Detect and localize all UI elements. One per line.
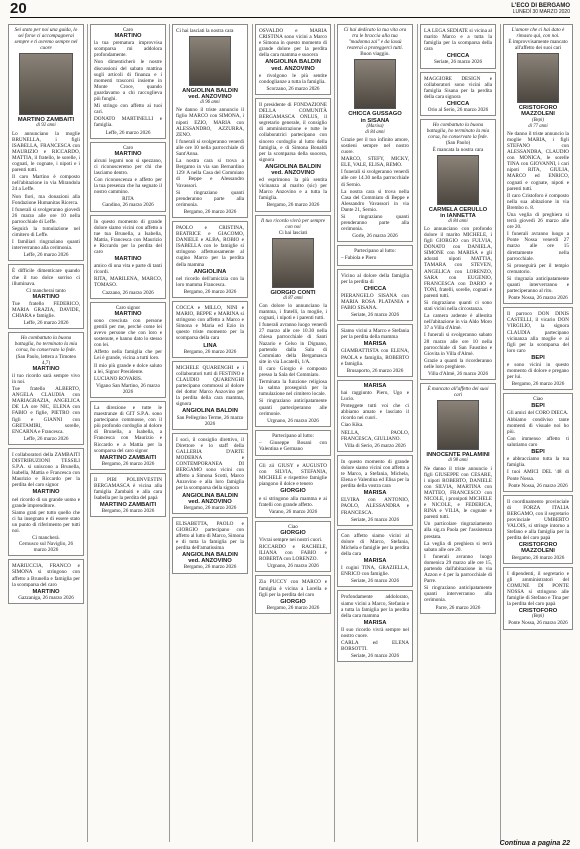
notice-text: Il suo ricordo vivrà sempre nel nostro cuore. — [341, 626, 409, 640]
notice-text: I soci, il consiglio direttivo, il Direttore e lo staff della GALLERIA D'ARTE MODERNA e CONTEMPORANEA DI BERGAMO sono vicini con affetto a Simona Scotti, Marco Anzovino e alla loro famiglia per la scomparsa della signora — [176, 436, 244, 492]
notice-text: I familiari ringraziano quanti interverranno alla cerimonia. — [12, 239, 80, 252]
notice-text: Si proseguirà per il tempio crematorio. — [507, 262, 569, 275]
epigraph-text: L'amore che ci hai dato è rimasto qui, con noi. — [511, 27, 565, 40]
column-1 — [8, 24, 84, 842]
column-divider — [500, 24, 501, 842]
obituary-notice — [172, 517, 248, 574]
deceased-name: MARTINO — [32, 489, 60, 496]
notice-text: Non dimenticherò le nostre discussioni del sabato mattina sugli articoli di finanza e i momenti trascorsi insieme in Monte Croce, quando guardavamo a chi raccoglieva più funghi. — [94, 59, 162, 103]
deceased-name: MARTINO — [114, 33, 142, 40]
notice-text: Seguirà la tumulazione nel cimitero di Leffe. — [12, 225, 80, 239]
notice-text: amico di una vita e parte di tanti ricordi. — [94, 263, 162, 276]
notice-text: Il PIBI POLIINVESTIN BERGAMASCA è vicina alla famiglia Zambaiti e alla cara Isabella per la perdita del papà — [94, 476, 162, 502]
obituary-notice — [420, 383, 496, 614]
notice-text: Con riconoscenza e affetto per la tua presenza che ha segnato il nostro cammino. — [94, 177, 162, 196]
obituary-notice — [255, 430, 331, 456]
deceased-name: ved. ANZOVINO — [188, 558, 232, 565]
notice-text: Lo annunciano la moglie BRUNELLA, i figli ISABELLA, FRANCESCA con MAURIZIO e RICCARDO, MATTIA, il fratello, le sorelle, i cognati, le cognate, i nipoti e i parenti tutti. — [12, 130, 80, 174]
obituary-notice — [172, 361, 248, 430]
notice-line: Seriate, 26 marzo 2026 — [350, 653, 400, 660]
notice-line: San Pellegrino Terme, 26 marzo 2026 — [176, 414, 244, 427]
obituary-notice — [420, 24, 496, 69]
page-header — [10, 0, 570, 18]
notice-text: I tuoi AMICI DEL '48 di Ponte Nossa. — [507, 469, 569, 482]
name-subline: di 77 anni — [528, 123, 548, 129]
notice-text: Il presidente di FONDAZIONE DELLA COMUNITÀ BERGAMASCA ONLUS, il segretario generale, il consiglio di amministrazione e tutte le collaboratrici partecipano con sincero cordoglio al lutto della famiglia, e di Simona Bonaldi per la scomparsa della suocera, signora — [259, 101, 327, 163]
notice-line: (San Paolo) — [445, 140, 471, 147]
notice-line: Partecipano al lutto: — [354, 248, 396, 255]
obituary-notice — [503, 307, 573, 390]
notice-line: Leffe, 26 marzo 2026 — [105, 129, 151, 136]
obituary-notice — [90, 24, 166, 139]
notice-text: Mi stringo con affetto ai tuoi cari. — [94, 103, 162, 116]
column-divider — [417, 24, 418, 842]
column-3 — [172, 24, 248, 842]
notice-line: Bergamo, 26 marzo 2026 — [183, 564, 237, 571]
notice-line: Bergamo, 26 marzo 2026 — [266, 202, 320, 209]
name-subline: (Marisa) — [366, 123, 384, 129]
notice-text: Non fiori, ma donazioni alla Fondazione Humanitas Ricerca. — [12, 193, 80, 206]
notice-line: Gandino, 26 marzo 2026 — [102, 202, 154, 209]
notice-line: Villa d'Almè, 26 marzo 2026 — [427, 371, 489, 378]
notice-text: RICCARDO e RACHELE, ILIANA con FABIO e ROBERTA con LORENZO. — [259, 544, 327, 563]
notice-text: La nostra cara si trova a Bergamo in via san Bernardino 129/ A nella Casa del Commiato di Beppe e Alessandro Vavassori. — [176, 158, 244, 189]
obituary-notice — [255, 459, 331, 518]
deceased-name: ANGIOLINA BALDIN — [265, 59, 321, 66]
notice-line: Bergamo, 26 marzo 2026 — [183, 288, 237, 295]
deceased-name: BEPI — [531, 402, 545, 409]
notice-text: Gli amici del CORO DIECA. — [507, 409, 569, 416]
notice-text: Proteggete tutti voi che ci abbiamo amato e lasciato il ricordo nei cuori. — [341, 403, 409, 422]
notice-text: Vivrai sempre nei nostri cuori. — [259, 537, 323, 543]
notice-line: Seriate, 26 marzo 2026 — [350, 312, 400, 319]
notice-line: Bergamo, 26 marzo 2026 — [266, 604, 320, 611]
deceased-name: BEPI — [531, 354, 545, 361]
notice-line: Seriate, 26 marzo 2026 — [433, 59, 483, 66]
obituary-notice — [90, 302, 166, 398]
deceased-name: CHICCA GUSSAGO — [348, 111, 402, 118]
angiolina-baldin-photo-1 — [189, 36, 231, 86]
deceased-name: CRISTOFORO — [518, 608, 558, 615]
deceased-name: MARISA — [363, 558, 387, 565]
notice-line: Brusaporto, 26 marzo 2026 — [346, 367, 404, 374]
deceased-name: MARISA — [363, 341, 387, 348]
notice-text: Il coordinamento provinciale di FORZA ITALIA BERGAMO, con il segretario provinciale UMBERTO VALOIS, si stringe intorno a Stefano e alla famiglia per la perdita del caro papà — [507, 498, 569, 542]
epigraph-text: Il tuo ricordo vivrà per sempre con noi — [260, 217, 325, 230]
column-7 — [503, 24, 573, 842]
notice-line: Ci mancherà. — [32, 535, 60, 542]
notice-text: e abbracciamo tutta la tua famiglia. — [507, 456, 569, 469]
column-5 — [337, 24, 413, 842]
obituary-notice — [8, 559, 84, 604]
obituary-notice — [8, 24, 84, 261]
notice-text: La camera ardente è allestita nell'abitazione in via Aldo Moro 37 a Villa d'Almè. — [424, 313, 492, 332]
notice-text: È difficile dimenticare quando che il tuo dolce sorriso ci illuminava. — [12, 268, 80, 287]
notice-text: Affetto nella famiglia che per Lei è grande, vicina a tutti loro. — [94, 349, 162, 362]
obituary-notice — [420, 119, 496, 380]
notice-text: Il mio più grande e dolce saluto a lei, Signor Presidente. — [94, 362, 162, 375]
notice-text: In questo momento di grande dolore siamo vicini con affetto a te Marco, a Stefania, Michela, Elena e Valentina ed Elisa per la perdita della vostra cara — [341, 458, 409, 490]
notice-text: Ciao Kika. — [341, 422, 364, 429]
deceased-name: MARTINO ZAMBAITI — [99, 502, 157, 509]
notice-text: PIERANGELO SISANA con MARIA ROSA PLATANIA e FABIO SISANA. — [341, 292, 409, 311]
publication-name: L'ECO DI BERGAMO — [511, 3, 570, 9]
name-subline: di 92 anni — [36, 123, 56, 129]
notice-text: I collaboratori della ZAMBAITI DISTRIBUZIONI TESSILI S.P.A. si uniscono a Brunella, Isabella, Mattia e Francesca con Maurizio e Riccardo per la perdita del caro signor — [12, 451, 80, 489]
notice-text: Si ringraziano quanti prenderanno parte alla cerimonia. — [341, 213, 409, 233]
notice-text: Con affetto siamo vicini al dolore di Marco, Stefania, Michela e famiglie per la perdita della cara — [341, 532, 409, 557]
carmela-cerullo-photo — [437, 155, 479, 205]
epigraph-text: Ci hai dedicato la tua vita ora tra le braccia alla tua "madonna zai" e da lassù resterai a proteggerci tutti. — [343, 27, 407, 52]
name-subline: di 87 anni — [283, 295, 303, 301]
deceased-name: CARMELA CERULLO — [428, 206, 488, 213]
notice-line: Caro — [122, 27, 134, 33]
obituary-notice — [337, 590, 413, 662]
obituary-notice — [337, 245, 413, 265]
notice-text: ELISABETTA, PAOLO e GIORGIO partecipano con affetto al lutto di Marco, Simona e di tutta la famiglia per la perdita dell'amatissima — [176, 520, 244, 552]
notice-line: È mancata la nostra cara — [432, 146, 484, 153]
notice-line: Leffe, 26 marzo 2026 — [23, 320, 69, 327]
notice-text: I dipendenti, il segretario e gli amministratori del COMUNE DI PONTE NOSSA si stringono alle famiglie di Stefano e Tina per la perdita del caro papà — [507, 570, 569, 608]
notice-text: Si ringraziano quanti ci sono stati vicini nella circostanza. — [424, 300, 492, 313]
obituary-notice — [90, 142, 166, 212]
deceased-name: GIORGIO CONTI — [270, 289, 316, 296]
notice-text: I funerali avranno luogo domenica 29 marzo alle ore 15, partendo dall'abitazione in via Azzon e 4 per la parrocchiale di Parre. — [424, 553, 492, 585]
notice-line: Ponte Nossa, 26 marzo 2026 — [508, 295, 568, 302]
deceased-name: MAZZOLENI — [521, 111, 555, 118]
deceased-name: MARTINO — [114, 310, 142, 317]
notice-line: Leffe, 26 marzo 2026 — [23, 435, 69, 442]
notice-text: Con dolore lo annunciano la mamma, i fratelli, la moglie, i cognati, i nipoti e i parenti tutti. — [259, 303, 327, 322]
column-2 — [90, 24, 166, 842]
deceased-name: MARTINO — [32, 588, 60, 595]
notice-text: I funerali avranno luogo venerdì 27 marzo alle ore 10.30 nella chiesa parrocchiale di Santi Nazario e Celso in Dignano, partendo dalla Sala di Commiato della Bergamasca site in via Locatelli, 1/A. — [259, 322, 327, 365]
notice-text: MICHELE QUARENGHI e i collaboratori tutti di FESTINO e CLAUDIO QUARENGHI partecipano commossi al dolore del dottor Marco Anzovino per la perdita della cara mamma, signora — [176, 364, 244, 408]
deceased-name: BEPI — [531, 449, 545, 456]
deceased-name: MARTINO — [114, 150, 142, 157]
notice-line: Buon viaggio. — [360, 51, 390, 58]
notice-line: Urgnano, 26 marzo 2026 — [267, 563, 319, 570]
column-divider — [87, 24, 88, 842]
notice-text: il tuo ricordo sarà sempre vivo in noi. — [12, 372, 80, 385]
deceased-name: ved. ANZOVINO — [188, 498, 232, 505]
column-4 — [255, 24, 331, 842]
notice-text: DONATO MARTINELLI e famiglia. — [94, 116, 162, 129]
obituary-notice — [172, 433, 248, 514]
notice-text: – Giuseppe Bosani con Valentina e Germano — [259, 439, 327, 452]
notice-line: Seriate, 26 marzo 2026 — [350, 516, 400, 523]
notice-line: Ponte Nossa, 26 marzo 2026 — [508, 620, 568, 627]
notice-text: Ci hai lasciati la nostra cara — [176, 28, 234, 34]
deceased-name: GIORGIO — [280, 488, 306, 495]
name-subline: di 84 anni — [365, 129, 385, 135]
name-subline: di 84 anni — [448, 218, 468, 224]
notice-text: La veglia di preghiera si terrà sabato alle ore 20. — [424, 540, 492, 553]
notice-text: LA LEGA SEDIATE si vicina al marito Marco e a tutta la famiglia per la scomparsa della cara — [424, 28, 492, 53]
notice-line: Ciao — [288, 523, 298, 530]
notice-text: ELVIRA con ANTONIO, PAOLO, ALESSANDRA e FRANCESCA. — [341, 497, 409, 516]
notice-text: hai raggiunto Piero, Ugo e Lucio. — [341, 389, 409, 403]
column-6 — [420, 24, 496, 842]
notice-text: Si ringraziano anticipatamente quanti interverranno alla cerimonia. — [424, 585, 492, 604]
obituary-notice — [337, 269, 413, 322]
notice-text: Si ringraziano anticipatamente quanti parteciperanno alle cerimonie. — [259, 398, 327, 417]
notice-line: Parre, 26 marzo 2026 — [435, 604, 481, 611]
notice-line: Cazzano, 26 marzo 2026 — [102, 289, 154, 296]
notice-line: Urgnano, 26 marzo 2026 — [267, 417, 319, 424]
obituary-notice — [8, 264, 84, 329]
obituary-notice — [503, 24, 573, 304]
deceased-name: ved. ANZOVINO — [188, 94, 232, 101]
notice-text: nel ricordo dell'amicizia con la loro mamma Francesca. — [176, 275, 244, 288]
notice-text: Si ringrazia anticipatamente quanti interverranno e parteciperanno al rito. — [507, 275, 569, 295]
martino-zambaiti-photo — [19, 53, 73, 115]
publication-date: LUNEDÌ 30 MARZO 2020 — [512, 9, 570, 15]
notice-line: Ponte Nossa, 26 marzo 2026 — [508, 482, 568, 489]
notice-line: Ci mancherai tanto — [26, 287, 66, 294]
obituary-notice — [255, 98, 331, 212]
notice-text: Il caro Martino è composto nell'abitazione in via Mirandola 24 a Leffe. — [12, 174, 80, 193]
notice-text: Vicino al dolore della famiglia per la perdita di — [341, 272, 409, 285]
epigraph-text: È mancato all'affetto dei suoi cari — [427, 386, 489, 399]
notice-text: Profondamente addolorato, siamo vicini a Marco, Stefania e a tutta la famiglia per la perdita della cara mamma — [341, 594, 409, 619]
notice-text: I funerali si svolgeranno giovedì 26 marzo alle ore 10 nella parrocchiale di Leffe. — [12, 206, 80, 225]
notice-text: Tue fratello ALBERTO, ANGELA CLAUDIA con MARIAGRAZIA, ANGELICA DE LA ore NIC, ELENA con FABIO e figlie, PIETRO con figli e GIANNI con GRETAMIRI, sorelle, ENCARNA e Francesca. — [12, 386, 80, 435]
column-divider — [252, 24, 253, 842]
notice-text: Tue fratello FEDERICO, MARIA GRAZIA, DAVIDE, CHIARA e famiglie. — [12, 300, 80, 320]
notice-text: MAGGIORE DESIGN e collaboratori sono vicini alla famiglia Sisana per la perdita della cara signora — [424, 75, 492, 100]
epigraph-text: Ho combattuto la buona battaglia, ho terminato la mia corsa, ho conservato la fede. — [14, 335, 78, 354]
notice-line: Seriate, 26 marzo 2026 — [350, 578, 400, 585]
notice-text: MARCO, STEFY, MICKY, ELE, VALE, ELISA, REMO. — [341, 156, 409, 169]
notice-text: Il parroco DON DINIS CASTELLI, il vicario DON VIRGILIO, la signora CLAUDIA partecipano vicinanza alla moglie e ai figli per la scomparsa del loro caro — [507, 311, 569, 354]
notice-text: MARIUCCIA, FRANCO e SIMONA si stringono con affetto a Brunella e famiglia per la scomparsa del caro — [12, 563, 80, 588]
deceased-name: MARTINO — [114, 256, 142, 263]
notice-line: Bergamo, 26 marzo 2026 — [183, 504, 237, 511]
obituary-notice — [8, 448, 84, 557]
deceased-name: MARISA — [363, 619, 387, 626]
notice-line: Orio al Serio, 26 marzo 2026 — [427, 107, 489, 114]
notice-text: GIAMBATTISTA con ELENA, PAOLA e famiglia, ROBERTO e famiglia. — [341, 348, 409, 367]
epigraph-text: Sei stato per noi una guida, lo sei forse ci accompagnerai sempre e ti avremo sempre nel cuore — [14, 27, 78, 52]
notice-text: e si stringono alla mamma e ai fratelli con grande affetto. — [259, 495, 327, 508]
notice-text: Lo annunciano con profondo dolore il marito MICHELE, i figli GIORGIO con FULVIA, DONATO con DANIELA, SIMONE con MARISA e gli adorati nipoti MATTIA, TAMARA con STEVEN, ANGELICA con LORENZO, SARA con EUGENIO, FRANCESCA con DARIO e TONI, fratelli, sorelle, cognati e parenti tutti. — [424, 225, 492, 299]
notice-line: Leffe, 26 marzo 2026 — [23, 252, 69, 259]
notice-line: Scorzano, 26 marzo 2026 — [266, 85, 320, 92]
deceased-name: CHICCA — [446, 53, 470, 60]
masthead — [511, 3, 570, 15]
deceased-name: MARTINO — [32, 293, 60, 300]
epigraph-text: Ho combattuto la buona battaglia, ho terminato la mia corsa, ho conservato la fede. — [426, 122, 490, 141]
notice-line: Bergamo, 26 marzo 2026 — [511, 381, 565, 388]
deceased-name: MARISA — [363, 382, 387, 389]
page-number: 20 — [10, 0, 27, 17]
deceased-name: ANGIOLINA BALDIN — [182, 88, 238, 95]
deceased-name: INNOCENTE PALAMINI — [426, 452, 490, 459]
deceased-name: CHICCA — [446, 100, 470, 107]
name-subline: (Bepi) — [532, 117, 544, 123]
notice-text: Si ringraziano quanti prenderanno parte alla cerimonia. — [176, 189, 244, 208]
deceased-name: CHICCA — [363, 285, 387, 292]
notice-text: OSVALDO e MARIA CRISTINA sono vicini a Marco e Simona in questo momento di grande dolore per la perdita della cara mamma e suocera — [259, 28, 327, 59]
deceased-name: MARISA — [363, 490, 387, 497]
notice-text: Grazie per il tuo infinito amore, sostieni sempre nel nostro cuore. — [341, 136, 409, 156]
name-subline: di 98 anni — [448, 458, 468, 464]
obituary-notice — [90, 215, 166, 299]
notice-text: I funerali avranno luogo a Ponte Nossa venerdì 27 marzo alle ore 15 direttamente nella parrocchiale. — [507, 231, 569, 262]
notice-line: Gorle, 26 marzo 2026 — [352, 233, 398, 240]
obituary-notice — [8, 332, 84, 445]
notice-line: (San Paolo, lettera a Timoteo 4,7) — [15, 353, 77, 366]
notice-text: PAOLO e CRISTINA, BEATRICE e GIACOMO, DANIELE e ALBA, ROBIO e ISABELLA con le famiglie si stringono affettuosamente al cugino Marco per la perdita della mamma — [176, 224, 244, 268]
notice-text: Ne danno il triste annuncio il figlio MARCO con SIMONA, i nipoti EZIO, MARIA con ALESSANDRO, AZZURRA, ZENO. — [176, 107, 244, 138]
deceased-name: GIORGIO — [280, 598, 306, 605]
deceased-name: MARTINO ZAMBAITI — [99, 454, 157, 461]
notice-line: Villa di Serio, 26 marzo 2026 — [344, 442, 406, 449]
notice-text: ed esprimono la più sentita vicinanza al marito (sic) per Marco Anzovino e a tutta la famiglia. — [259, 177, 327, 202]
notice-line: Cernusco sul Naviglio, 26 marzo 2026 — [18, 541, 74, 554]
innocente-palamini-photo — [437, 400, 479, 450]
continuation-note[interactable]: Continua a pagina 22 — [499, 840, 570, 847]
notice-line: RITA — [122, 196, 134, 203]
notice-line: Partecipano al lutto: — [272, 432, 314, 439]
notice-text: alcuni legami non si spezzano, ci riconosceremo per chi che lasciamo dentro. — [94, 157, 162, 176]
notice-text: Gli zii GIUSY e AUGUSTO con SILVIA, STEFANIA, MICHELE e rispettive famiglie piangono il dolce e tenero — [259, 463, 327, 488]
notice-text: RITA, MARILENA, MARCO, TOMASO. — [94, 276, 162, 289]
notice-line: È improvvisamente mancato all'affetto dei suoi cari — [508, 39, 568, 52]
name-subline: di 96 anni — [200, 100, 220, 106]
deceased-name: ved. ANZOVINO — [271, 65, 315, 72]
notice-text: Zia PUCCY con MARCO e famiglia è vicina a Lorella e figli per la perdita del caro — [259, 579, 327, 598]
deceased-name: CRISTOFORO — [518, 105, 558, 112]
notice-text: Abbiamo condiviso tante momenti di visuale noi ho più. — [507, 416, 569, 435]
obituary-notice — [255, 521, 331, 573]
notice-line: Bergamo, 26 marzo 2026 — [101, 460, 155, 467]
notice-line: Caro — [122, 144, 134, 151]
notice-text: LUCIANO ROVARIS. — [94, 375, 143, 382]
notice-text: sono cresciuta con persone gentili per me, perché come lei avevo persone che con loro e sostenute, e hanno dato lo stesso con lei. — [94, 317, 162, 349]
chicca-gussago-photo — [354, 59, 396, 109]
notice-text: Il caro Giorgio è composto presso la Sala del Commiato. — [259, 365, 327, 379]
obituary-notice — [337, 24, 413, 242]
deceased-name: LINA — [203, 342, 217, 349]
notice-text: e sono vicini in questo momento di dolore e pregano per lui. — [507, 362, 569, 381]
obituary-notice — [255, 215, 331, 427]
cristoforo-mazzoleni-photo-1 — [517, 53, 559, 103]
obituary-notice — [503, 393, 573, 491]
obituary-notice — [337, 529, 413, 588]
obituary-notice — [337, 380, 413, 452]
notice-text: COCCA e MILLO, NINI e MARIO, BEPPE e MARINA si stringono con affetto a Marco e Simona e Maria ed Ezio in questo triste momento per la scomparsa della cara — [176, 305, 244, 342]
deceased-name: ANGIOLINA BALDIN — [182, 552, 238, 559]
name-subline: (Bepi) — [532, 614, 544, 620]
obituary-notice — [90, 401, 166, 470]
obituary-notice — [255, 575, 331, 613]
deceased-name: in IANNETTA — [440, 212, 476, 219]
notice-text: I cugini TINA, GRAZIELLA, ENRICO con famiglie. — [341, 565, 409, 578]
notice-text: Ne danno il triste annuncio la moglie MARIA, i figli STEFANO con ALESSANDRA, CLAUDIO con MONICA, le sorelle TINA con GIOVANNI, i cari nipoti RITA, GIULIA, MARCO ed ENRICO, cognati e cognate, nipoti e parenti tutti. — [507, 130, 569, 192]
notice-text: Un particolare ringraziamento alla sig.ra Paola per l'assistenza prestata. — [424, 521, 492, 540]
column-divider — [169, 24, 170, 842]
notice-text: nel ricordo di un grande uomo e grande imprenditore. — [12, 496, 80, 509]
notice-text: La nostra cara si trova nella Casa del Commiato di Beppe e Alessandro Vavassori in via Dante 21, Sernio. — [341, 188, 409, 213]
notice-text: Con immenso affetto ti salutiamo caro — [507, 435, 569, 449]
obituary-notice — [172, 221, 248, 298]
obituary-notice — [255, 24, 331, 95]
notice-text: La direzione e tutte le maestranze di GIT S.P.A. sono partecipano commosse, con il più profondo cordoglio al dolore di Brunella, a Isabella, a Francesca con Maurizio e Riccardo e a Mattia per la scomparsa del caro signor — [94, 404, 162, 454]
notice-text: la tua prematura improvvisa scomparsa mi addolora profondamente. — [94, 40, 162, 59]
deceased-name: in SISANA — [360, 117, 390, 124]
notice-line: Caro signor — [115, 304, 141, 311]
obituary-notice — [420, 72, 496, 117]
deceased-name: ANGIOLINA BALDIN — [182, 408, 238, 415]
deceased-name: MARTINO — [32, 365, 60, 372]
notice-line: Bergamo, 26 marzo 2026 — [183, 208, 237, 215]
obituary-notice — [503, 567, 573, 630]
column-divider — [334, 24, 335, 842]
notice-text: e rivolgono le più sentite condoglianze a tutta la famiglia. — [259, 72, 327, 85]
notice-line: Bergamo, 26 marzo 2026 — [511, 554, 565, 561]
notice-line: Varano, 26 marzo 2026 — [268, 508, 318, 515]
deceased-name: MAZZOLENI — [521, 548, 555, 555]
notice-line: Bergamo, 26 marzo 2026 — [101, 508, 155, 515]
obituary-notice — [337, 324, 413, 377]
notice-text: Il caro Cristoforo è composto nella sua abitazione in via Brembo n. 8. — [507, 192, 569, 211]
giorgio-conti-photo — [272, 238, 314, 288]
notice-text: CARLA ed ELENA BORSOTTI. — [341, 640, 409, 653]
obituary-notice — [90, 473, 166, 518]
notice-text: NELLA, PAOLO, FRANCESCA, GIULIANO. — [341, 429, 409, 442]
notice-line: Vigano San Martino, 26 marzo 2026 — [95, 382, 161, 395]
obituary-notice — [172, 301, 248, 358]
notice-text: Siamo grati per tutto quello che ci ha insegnato e di essere stato un punto di riferimento per tutti noi. — [12, 509, 80, 534]
notice-text: In questo momento di grande dolore siamo vicini con affetto a tue tua Brunella, a Isabella, Mattia, Francesca con Maurizio e Riccardo per la perdita del caro — [94, 218, 162, 255]
notice-text: Grazie a quanti la ricorderanno nelle loro preghiere. — [424, 357, 492, 370]
notice-text: Una veglia di preghiera si terrà giovedì 26 marzo alle ore 20. — [507, 211, 569, 231]
deceased-name: CRISTOFORO — [518, 542, 558, 549]
notice-text: I funerali si svolgeranno venerdì alle ore 14.30 nella parrocchiale di Sernio. — [341, 169, 409, 188]
notice-text: – Fabiola e Piero — [341, 255, 377, 262]
notice-text: Siamo vicini a Marco e Stefania per la perdita della mamma — [341, 328, 409, 341]
deceased-name: ANGIOLINA BALDIN — [265, 163, 321, 170]
obituary-notice — [172, 24, 248, 218]
deceased-name: ANGIOLINA — [193, 268, 227, 275]
obituary-notice — [337, 455, 413, 526]
notice-text: I funerali si svolgeranno sabato 28 marzo alle ore 10 nella parrocchiale di San Faustino e Giovita in Villa d'Almè. — [424, 332, 492, 357]
notice-line: Gazzaniga, 26 marzo 2026 — [18, 594, 74, 601]
deceased-name: MARTINO ZAMBAITI — [17, 117, 75, 124]
deceased-name: GIORGIO — [280, 529, 306, 536]
notice-line: Ciao — [533, 396, 543, 403]
deceased-name: ANGIOLINA BALDIN — [182, 492, 238, 499]
notice-line: Bergamo, 26 marzo 2026 — [183, 348, 237, 355]
notice-text: Terminata la funzione religiosa la salma proseguirà per la tumulazione nel cimitero locale. — [259, 379, 327, 398]
notice-line: Ci hai lasciati — [278, 229, 308, 236]
obituary-notice — [503, 495, 573, 564]
notice-text: Ne danno il triste annuncio i figli GIUSEPPE con CESARE, i nipoti ROBERTO, DANIELE con SILVIA, MARTINA con MATTEO, FRANCESCO con NICOLE, i pronipoti MICHELE e NICOLE, e FEDERICA, RINA e VILIA, le cognate e parenti tutti. — [424, 465, 492, 521]
deceased-name: ved. ANZOVINO — [271, 169, 315, 176]
notice-text: I funerali si svolgeranno venerdì alle ore 10 nella parrocchiale di Sant'Anna. — [176, 138, 244, 158]
